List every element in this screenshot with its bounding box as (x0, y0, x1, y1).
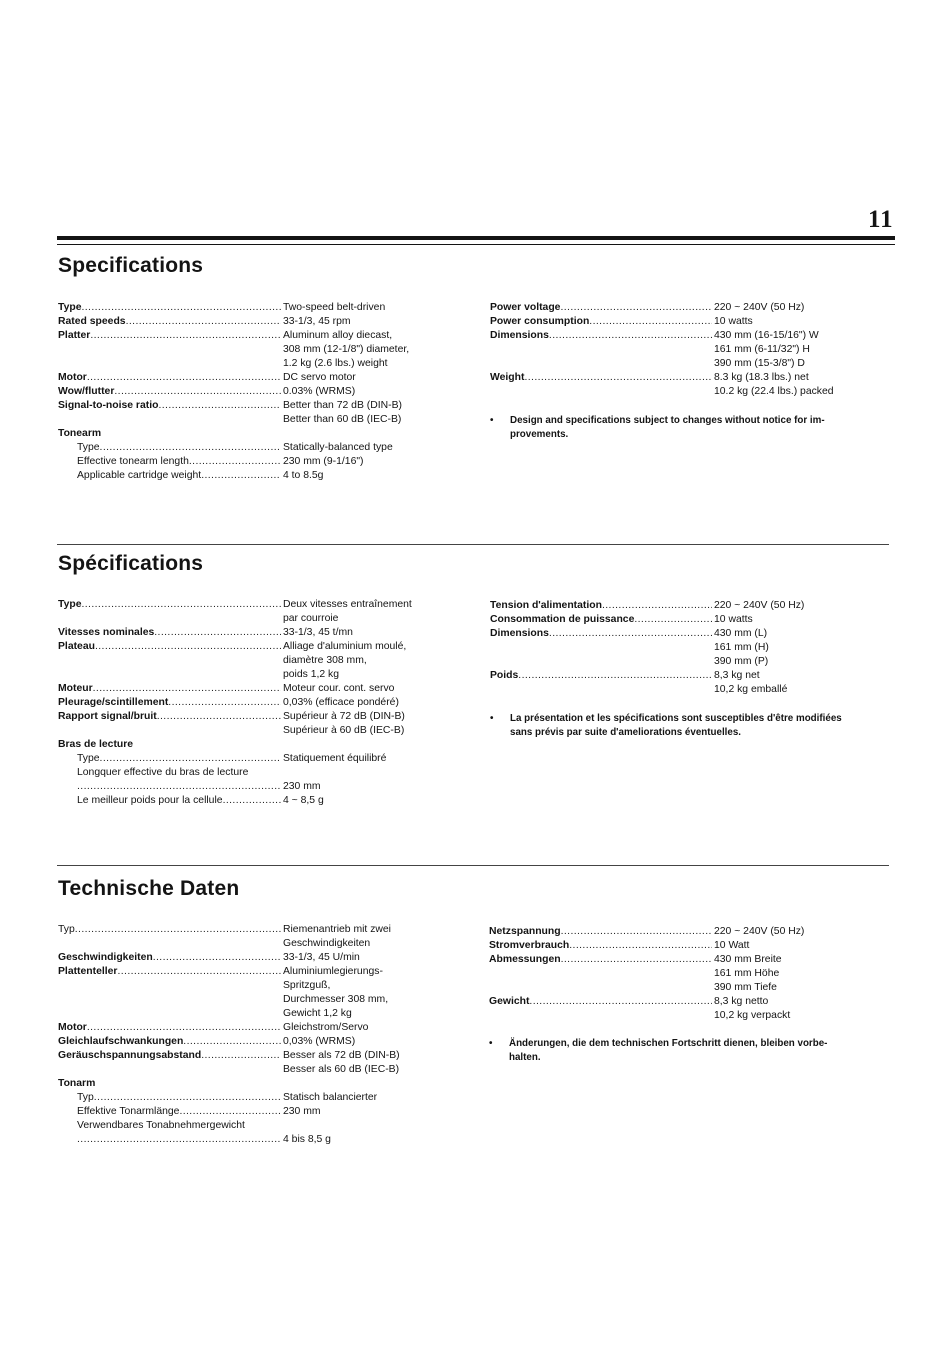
spec-value: 33-1/3, 45 rpm (283, 316, 351, 327)
spec-label: Tension d'alimentation (490, 600, 602, 611)
spec-list-en-left (58, 301, 415, 483)
spec-value: 220 ~ 240V (50 Hz) (714, 926, 805, 937)
spec-row (58, 951, 415, 965)
spec-value: 10 watts (714, 316, 753, 327)
spec-label: Longquer effective du bras de lecture (77, 767, 249, 778)
spec-row (58, 441, 415, 455)
spec-value: Alliage d'aluminium moulé, (283, 641, 407, 652)
spec-label: Consommation de puissance (490, 614, 635, 625)
spec-row (58, 923, 415, 937)
leader-dots (100, 441, 281, 455)
leader-dots (549, 329, 712, 343)
spec-row (489, 953, 889, 967)
spec-label: Type (77, 442, 100, 453)
spec-label: Le meilleur poids pour la cellule (77, 795, 223, 806)
bullet-icon: • (489, 1038, 493, 1049)
leader-dots (77, 1133, 281, 1147)
spec-value-continued: Besser als 60 dB (IEC-B) (283, 1064, 400, 1075)
spec-value-continued: par courroie (283, 613, 339, 624)
leader-dots (179, 1105, 281, 1119)
spec-label: Abmessungen (489, 954, 561, 965)
leader-dots (168, 696, 281, 710)
header-rule-thin (57, 244, 895, 245)
spec-value: 0.03% (WRMS) (283, 386, 356, 397)
spec-row (58, 385, 415, 399)
leader-dots (201, 1049, 281, 1063)
header-rule-thick (57, 236, 895, 240)
section-heading-fr: Spécifications (58, 552, 204, 575)
footnote-de (489, 1037, 891, 1065)
leader-dots (529, 995, 712, 1009)
spec-value: 33-1/3, 45 U/min (283, 952, 360, 963)
leader-dots (90, 329, 281, 343)
spec-label: Power consumption (490, 316, 590, 327)
spec-value: 230 mm (9-1/16") (283, 456, 364, 467)
spec-value: DC servo motor (283, 372, 356, 383)
footnote-line: sans prévis par suite d'ameliorations éventuelles. (510, 727, 742, 738)
leader-dots (154, 626, 281, 640)
footnote-fr (490, 712, 892, 740)
spec-label: Wow/flutter (58, 386, 115, 397)
spec-row (58, 315, 415, 329)
spec-value-continued: 10,2 kg emballé (714, 684, 788, 695)
spec-label: Verwendbares Tonabnehmergewicht (77, 1120, 245, 1131)
spec-value: 4 ~ 8,5 g (283, 795, 324, 806)
spec-label: Motor (58, 372, 87, 383)
spec-row (58, 1091, 415, 1105)
spec-row (58, 598, 415, 612)
spec-value: 0,03% (WRMS) (283, 1036, 356, 1047)
spec-label: Power voltage (490, 302, 561, 313)
spec-row (58, 965, 415, 979)
spec-label: Dimensions (490, 628, 549, 639)
leader-dots (183, 1035, 281, 1049)
spec-value: Moteur cour. cont. servo (283, 683, 395, 694)
footnote-line: Design and specifications subject to changes without notice for im- (510, 415, 825, 426)
spec-value-continued: Durchmesser 308 mm, (283, 994, 389, 1005)
spec-label: Type (58, 599, 82, 610)
spec-value-continued: 161 mm (6-11/32") H (714, 344, 810, 355)
spec-label: Platter (58, 330, 91, 341)
spec-row (58, 626, 415, 640)
spec-label: Typ (77, 1092, 94, 1103)
spec-value: Aluminiumlegierungs- (283, 966, 383, 977)
spec-subheading: Tonarm (58, 1078, 96, 1089)
spec-value: Two-speed belt-driven (283, 302, 386, 313)
spec-label: Rated speeds (58, 316, 126, 327)
leader-dots (634, 613, 712, 627)
spec-row (490, 301, 890, 315)
spec-row (58, 640, 415, 654)
spec-row (58, 371, 415, 385)
leader-dots (560, 301, 712, 315)
leader-dots (602, 599, 712, 613)
spec-value: 0,03% (efficace pondéré) (283, 697, 399, 708)
spec-list-fr-left (58, 598, 415, 808)
spec-value-continued: 1.2 kg (2.6 lbs.) weight (283, 358, 388, 369)
spec-value: Supérieur à 72 dB (DIN-B) (283, 711, 405, 722)
spec-row (490, 329, 890, 343)
spec-label: Geräuschspannungsabstand (58, 1050, 202, 1061)
spec-label: Poids (490, 670, 519, 681)
footnote-line: provements. (510, 429, 569, 440)
leader-dots (589, 315, 712, 329)
spec-list-de-right (489, 925, 889, 1023)
spec-value: 430 mm Breite (714, 954, 782, 965)
spec-label: Effective tonearm length (77, 456, 189, 467)
spec-value: Statiquement équilibré (283, 753, 387, 764)
spec-value-continued: 161 mm Höhe (714, 968, 780, 979)
spec-row (58, 682, 415, 696)
spec-value-continued: diamètre 308 mm, (283, 655, 367, 666)
spec-value: 230 mm (283, 1106, 321, 1117)
spec-value: 220 ~ 240V (50 Hz) (714, 600, 805, 611)
spec-row (489, 925, 889, 939)
spec-value: 4 to 8.5g (283, 470, 324, 481)
spec-value: 430 mm (L) (714, 628, 768, 639)
spec-value: Gleichstrom/Servo (283, 1022, 369, 1033)
leader-dots (549, 627, 712, 641)
leader-dots (126, 315, 281, 329)
leader-dots (94, 1091, 281, 1105)
leader-dots (77, 780, 281, 794)
page-number: 11 (868, 206, 894, 233)
spec-row (58, 1105, 415, 1119)
spec-row (58, 1049, 415, 1063)
spec-value-continued: 308 mm (12-1/8") diameter, (283, 344, 410, 355)
spec-value: 4 bis 8,5 g (283, 1134, 331, 1145)
spec-row (58, 329, 415, 343)
leader-dots (95, 640, 281, 654)
spec-value: Statically-balanced type (283, 442, 393, 453)
spec-value-continued: poids 1,2 kg (283, 669, 340, 680)
spec-row (58, 399, 415, 413)
spec-label: Applicable cartridge weight (77, 470, 202, 481)
spec-value: 10 Watt (714, 940, 750, 951)
leader-dots (201, 469, 281, 483)
spec-row (489, 939, 889, 953)
spec-value-continued: 10.2 kg (22.4 lbs.) packed (714, 386, 834, 397)
leader-dots (117, 965, 281, 979)
leader-dots (81, 598, 281, 612)
spec-label: Vitesses nominales (58, 627, 155, 638)
footnote-line: La présentation et les spécifications sont susceptibles d'être modifiées (510, 713, 842, 724)
spec-label: Moteur (58, 683, 93, 694)
spec-value-continued: 10,2 kg verpackt (714, 1010, 791, 1021)
leader-dots (561, 925, 712, 939)
spec-value-continued: Geschwindigkeiten (283, 938, 371, 949)
spec-label (58, 780, 77, 794)
spec-row (490, 371, 890, 385)
spec-label: Stromverbrauch (489, 940, 570, 951)
spec-row (58, 752, 415, 766)
leader-dots (87, 371, 281, 385)
footnote-en (490, 414, 892, 442)
spec-subheading: Tonearm (58, 428, 102, 439)
spec-label: Weight (490, 372, 525, 383)
spec-row (490, 627, 890, 641)
spec-row (58, 469, 415, 483)
spec-value-continued: Spritzguß, (283, 980, 331, 991)
bullet-icon: • (490, 713, 494, 724)
section-divider (57, 544, 889, 545)
spec-row (58, 780, 415, 794)
section-heading-en: Specifications (58, 254, 204, 277)
section-divider (57, 865, 889, 866)
spec-value: 230 mm (283, 781, 321, 792)
spec-value: 220 ~ 240V (50 Hz) (714, 302, 805, 313)
leader-dots (158, 399, 281, 413)
spec-row (58, 1035, 415, 1049)
spec-value: Besser als 72 dB (DIN-B) (283, 1050, 400, 1061)
section-heading-de: Technische Daten (58, 877, 240, 900)
spec-row (58, 710, 415, 724)
leader-dots (189, 455, 281, 469)
spec-label: Type (58, 302, 82, 313)
spec-label: Pleurage/scintillement (58, 697, 169, 708)
spec-label: Signal-to-noise ratio (58, 400, 159, 411)
spec-list-fr-right (490, 599, 890, 697)
spec-label: Netzspannung (489, 926, 561, 937)
spec-value: Deux vitesses entraînement (283, 599, 412, 610)
spec-value-continued: Supérieur à 60 dB (IEC-B) (283, 725, 405, 736)
spec-label: Motor (58, 1022, 87, 1033)
spec-row (58, 794, 415, 808)
spec-value: Aluminum alloy diecast, (283, 330, 393, 341)
leader-dots (524, 371, 712, 385)
spec-value: Riemenantrieb mit zwei (283, 924, 391, 935)
footnote-line: Änderungen, die dem technischen Fortschritt dienen, bleiben vorbe- (509, 1038, 828, 1049)
spec-label: Type (77, 753, 100, 764)
spec-row (490, 669, 890, 683)
spec-row (490, 599, 890, 613)
spec-row (489, 995, 889, 1009)
spec-label: Rapport signal/bruit (58, 711, 157, 722)
leader-dots (81, 301, 281, 315)
spec-label (58, 1133, 77, 1147)
leader-dots (518, 669, 712, 683)
spec-value: 8,3 kg netto (714, 996, 769, 1007)
leader-dots (157, 710, 281, 724)
spec-row (58, 455, 415, 469)
spec-row (58, 696, 415, 710)
spec-value: Better than 72 dB (DIN-B) (283, 400, 402, 411)
spec-label: Effektive Tonarmlänge (77, 1106, 180, 1117)
spec-label: Typ (58, 924, 75, 935)
spec-label: Gleichlaufschwankungen (58, 1036, 184, 1047)
spec-value: 8.3 kg (18.3 lbs.) net (714, 372, 809, 383)
spec-value: 430 mm (16-15/16") W (714, 330, 819, 341)
spec-value: 33-1/3, 45 t/mn (283, 627, 353, 638)
spec-label: Plattenteller (58, 966, 118, 977)
spec-value: Statisch balancierter (283, 1092, 378, 1103)
bullet-icon: • (490, 415, 494, 426)
leader-dots (114, 385, 281, 399)
leader-dots (93, 682, 281, 696)
leader-dots (87, 1021, 281, 1035)
spec-label: Plateau (58, 641, 95, 652)
leader-dots (100, 752, 281, 766)
spec-list-de-left (58, 923, 415, 1147)
spec-row (490, 613, 890, 627)
spec-value: 8,3 kg net (714, 670, 760, 681)
spec-row (58, 1133, 415, 1147)
spec-value-continued: Gewicht 1,2 kg (283, 1008, 352, 1019)
spec-value-continued: Better than 60 dB (IEC-B) (283, 414, 402, 425)
leader-dots (561, 953, 712, 967)
spec-value-continued: 390 mm Tiefe (714, 982, 777, 993)
spec-value-continued: 161 mm (H) (714, 642, 769, 653)
leader-dots (75, 923, 281, 937)
spec-row (58, 301, 415, 315)
spec-label: Dimensions (490, 330, 549, 341)
spec-label: Geschwindigkeiten (58, 952, 153, 963)
spec-list-en-right (490, 301, 890, 399)
spec-value-continued: 390 mm (15-3/8") D (714, 358, 805, 369)
footnote-line: halten. (509, 1052, 541, 1063)
leader-dots (223, 794, 281, 808)
spec-row (490, 315, 890, 329)
spec-subheading: Bras de lecture (58, 739, 134, 750)
spec-value-continued: 390 mm (P) (714, 656, 769, 667)
leader-dots (569, 939, 712, 953)
spec-label: Gewicht (489, 996, 530, 1007)
spec-row (58, 1021, 415, 1035)
spec-value: 10 watts (714, 614, 753, 625)
leader-dots (153, 951, 281, 965)
